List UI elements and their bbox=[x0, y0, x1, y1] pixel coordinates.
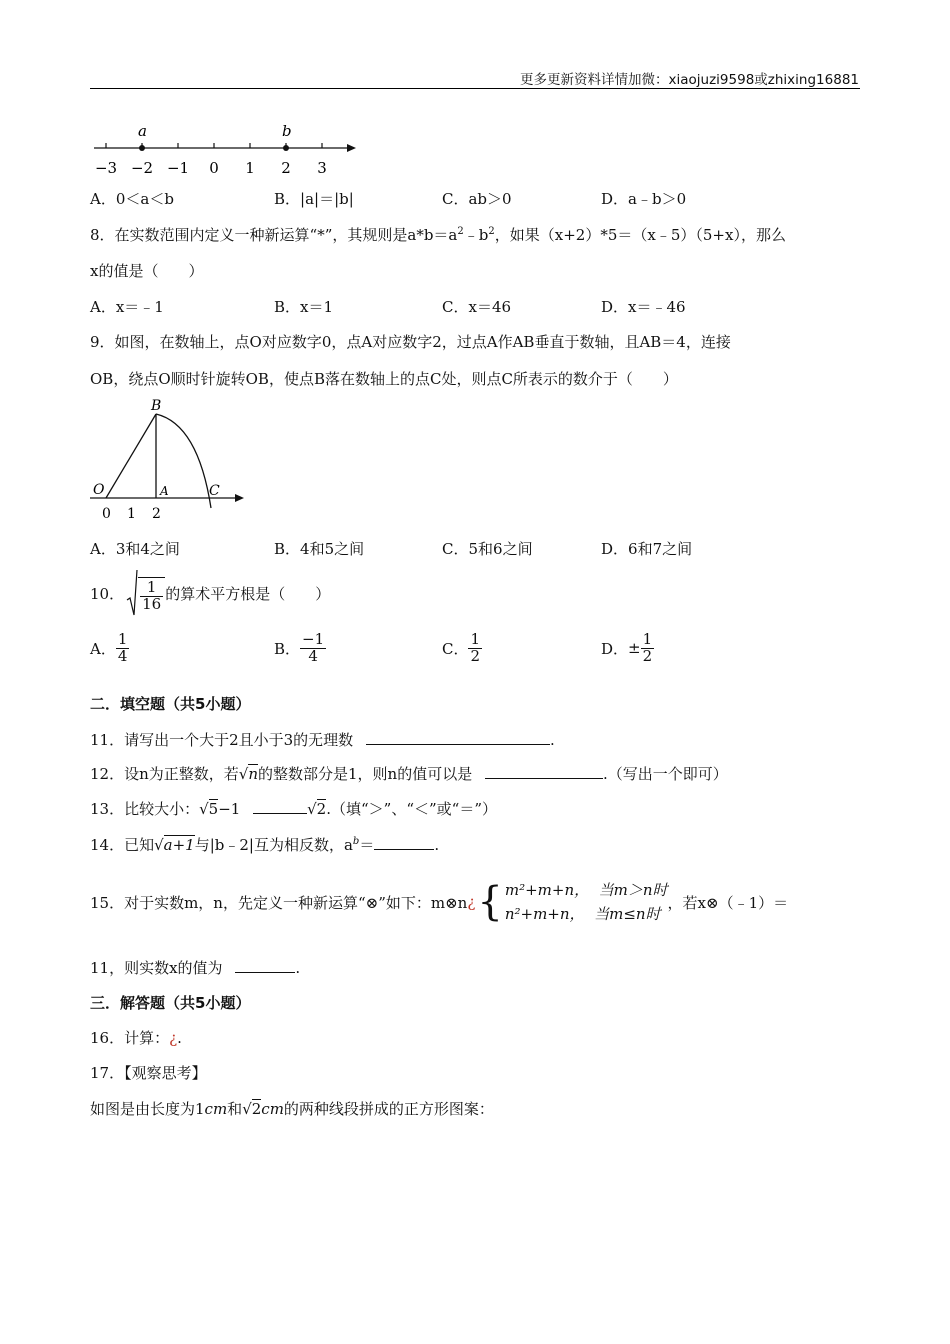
number-line-arrow bbox=[347, 144, 356, 152]
q16: 16．计算：¿. bbox=[90, 1029, 182, 1047]
q8-line1: 8．在实数范围内定义一种新运算“*”，其规则是$a*b=a^2﹣b^2$，如果（x+2）*5＝（x﹣5）（5+x），那么 bbox=[90, 226, 786, 244]
q9-option-c[interactable]: C．5和6之间 bbox=[442, 540, 533, 558]
number-line-tick-label: −1 bbox=[166, 159, 190, 177]
q17-text: 如图是由长度为1cm和√2cm的两种线段拼成的正方形图案： bbox=[90, 1100, 494, 1118]
label-A: A bbox=[160, 484, 169, 498]
q8-option-d[interactable]: D．x＝﹣46 bbox=[601, 298, 686, 316]
q15-brace: { bbox=[477, 879, 503, 925]
q9-figure bbox=[88, 394, 253, 524]
q8-option-b[interactable]: B．x＝1 bbox=[274, 298, 334, 316]
q11-blank[interactable] bbox=[366, 732, 550, 745]
label-B: B bbox=[151, 398, 162, 414]
q10-option-d[interactable]: D． ± $\frac{1}{2}$ bbox=[601, 630, 653, 665]
number-line-tick-label: −2 bbox=[130, 159, 154, 177]
q12: 12．设n为正整数，若√n的整数部分是1，则n的值可以是 .（写出一个即可） bbox=[90, 765, 728, 783]
q15-blank[interactable] bbox=[235, 960, 295, 973]
q9-option-a[interactable]: A．3和4之间 bbox=[90, 540, 180, 558]
q7-option-b[interactable]: B．|a|＝|b| bbox=[274, 190, 354, 208]
q15-line2: 11，则实数x的值为 . bbox=[90, 959, 301, 977]
number-line-tick-label: 1 bbox=[245, 159, 255, 177]
q10-option-c[interactable]: C． $\frac{1}{2}$ bbox=[442, 630, 481, 665]
number-line-figure bbox=[88, 118, 368, 180]
q15-cases: m²+m+n， 当m＞n时 n²+m+n， 当m≤n时 bbox=[504, 881, 668, 923]
q14-blank[interactable] bbox=[374, 837, 434, 850]
q11: 11．请写出一个大于2且小于3的无理数 . bbox=[90, 731, 555, 749]
number-line-tick-label: 3 bbox=[317, 159, 327, 177]
q8-option-a[interactable]: A．x＝﹣1 bbox=[90, 298, 164, 316]
q10-option-b[interactable]: B． $\frac{-1}{4}$ bbox=[274, 630, 325, 665]
section2-title: 二．填空题（共5小题） bbox=[90, 695, 251, 713]
segment-OB bbox=[106, 414, 156, 498]
header-text: 更多更新资料详情加微：xiaojuzi9598或zhixing16881 bbox=[520, 72, 859, 88]
header-rule bbox=[90, 88, 860, 89]
q7-option-d[interactable]: D．a﹣b＞0 bbox=[601, 190, 687, 208]
q7-option-c[interactable]: C．ab＞0 bbox=[442, 190, 512, 208]
q13: 13．比较大小：√5−1 √2.（填“＞”、“＜”或“＝”） bbox=[90, 800, 497, 818]
q14: 14．已知√a+1与|b﹣2|互为相反数，$a^b=$ . bbox=[90, 836, 440, 854]
q8-option-c[interactable]: C．x＝46 bbox=[442, 298, 512, 316]
q9-axis-arrow bbox=[235, 494, 244, 502]
number-line-tick-label: 0 bbox=[209, 159, 219, 177]
q9-line2: OB，绕点O顺时针旋转OB，使点B落在数轴上的点C处，则点C所表示的数介于（ ） bbox=[90, 370, 678, 388]
q10-stem: 10． $\frac{1}{16}$ 的算术平方根是（ ） bbox=[90, 568, 330, 618]
point-b-dot bbox=[283, 145, 289, 151]
q9-option-b[interactable]: B．4和5之间 bbox=[274, 540, 365, 558]
number-line-tick-label: 2 bbox=[281, 159, 291, 177]
number-line-tick-label: −3 bbox=[94, 159, 118, 177]
q7-option-a[interactable]: A．0＜a＜b bbox=[90, 190, 174, 208]
q9-option-d[interactable]: D．6和7之间 bbox=[601, 540, 693, 558]
point-a-dot bbox=[139, 145, 145, 151]
tick-label-1: 1 bbox=[127, 506, 136, 522]
q9-line1: 9．如图，在数轴上，点O对应数字0，点A对应数字2，过点A作AB垂直于数轴，且AB＝4，连接 bbox=[90, 333, 731, 351]
tick-label-0: 0 bbox=[102, 506, 111, 522]
q8-line2: x的值是（ ） bbox=[90, 262, 204, 280]
point-b-label: b bbox=[282, 122, 292, 140]
tick-label-2: 2 bbox=[152, 506, 161, 522]
section3-title: 三．解答题（共5小题） bbox=[90, 994, 251, 1012]
q17-title: 17．【观察思考】 bbox=[90, 1064, 207, 1082]
q13-blank[interactable] bbox=[253, 801, 307, 814]
label-C: C bbox=[209, 483, 220, 499]
point-a-label: a bbox=[138, 122, 147, 140]
q12-blank[interactable] bbox=[485, 766, 603, 779]
q15-line1: 15．对于实数m，n，先定义一种新运算“⊗”如下：m⊗n ¿ { m²+m+n， 当m＞n时 n²+m+n， 当m≤n时 ，若x⊗（﹣1）＝ bbox=[90, 879, 789, 925]
q10-option-a[interactable]: A． $\frac{1}{4}$ bbox=[90, 630, 128, 665]
q10-radical-sign bbox=[126, 568, 138, 618]
q12-radical: √n bbox=[238, 765, 258, 783]
label-O: O bbox=[93, 482, 105, 498]
